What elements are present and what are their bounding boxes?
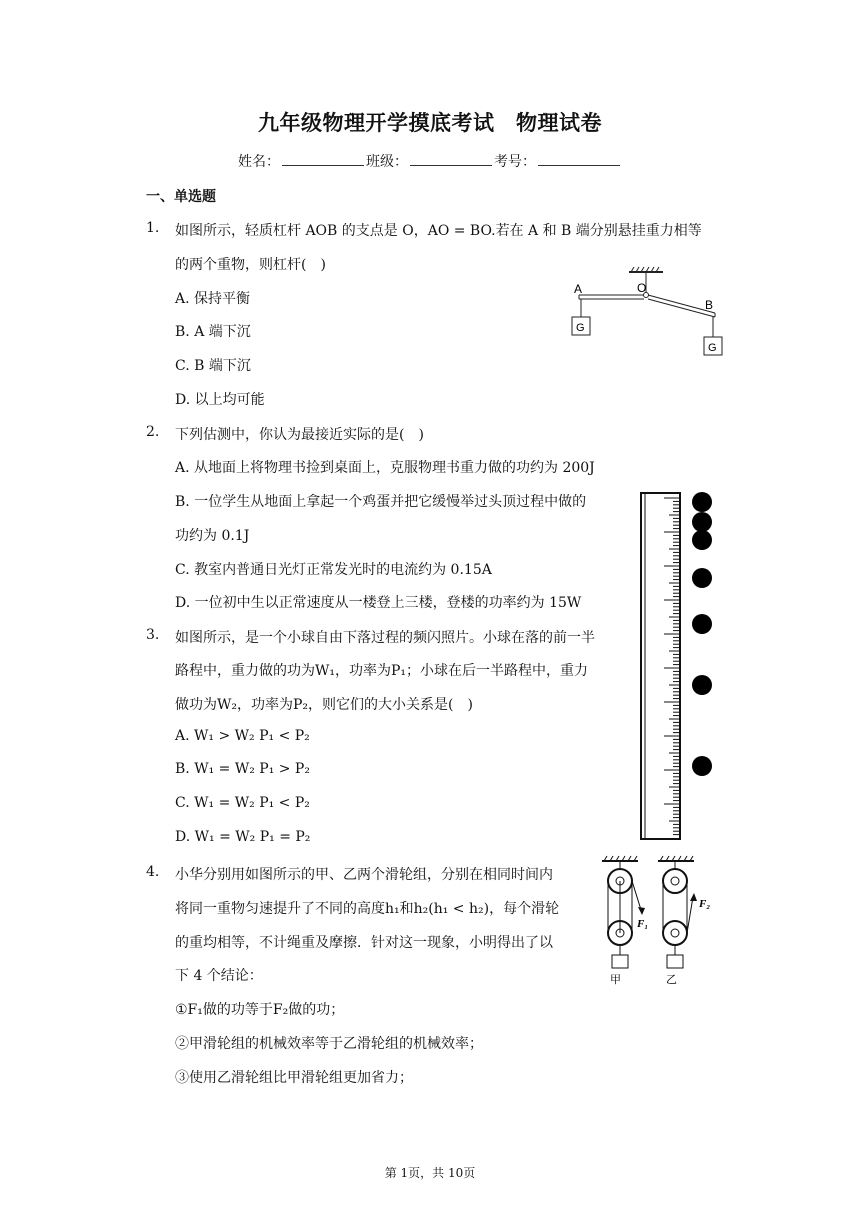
ball-3: [692, 530, 712, 550]
lever-label-b: B: [705, 298, 714, 312]
q1-option-d[interactable]: D. 以上均可能: [175, 392, 265, 408]
q3-number: 3.: [146, 627, 160, 643]
weight-label-left: G: [576, 322, 585, 334]
page-footer: 第 1页，共 10页: [384, 1166, 476, 1180]
class-blank[interactable]: [410, 153, 492, 166]
q1-option-b[interactable]: B. A 端下沉: [175, 324, 251, 340]
freefall-photo-figure: [640, 492, 720, 842]
lever-label-o: O: [637, 281, 647, 295]
q1-option-c[interactable]: C. B 端下沉: [175, 358, 251, 374]
q4-item-3: ③使用乙滑轮组比甲滑轮组更加省力；: [175, 1070, 413, 1086]
student-info-line: [0, 151, 860, 171]
q4-stem-line3: 的重均相等，不计绳重及摩擦．针对这一现象，小明得出了以: [175, 935, 553, 951]
q4-number: 4.: [146, 864, 160, 880]
force-label-f2: F₂: [699, 898, 711, 910]
q2-option-c[interactable]: C. 教室内普通日光灯正常发光时的电流约为 0.15A: [175, 562, 492, 578]
name-blank[interactable]: [282, 153, 364, 166]
q3-stem-line1: 如图所示，是一个小球自由下落过程的频闪照片。小球在落的前一半: [175, 630, 595, 646]
ball-1: [692, 492, 712, 512]
q4-item-1: ①F₁做的功等于F₂做的功；: [175, 1002, 345, 1018]
id-blank[interactable]: [538, 153, 620, 166]
ball-images: [692, 492, 712, 776]
lever-figure: [565, 265, 735, 360]
q2-option-b-cont: 功约为 0.1J: [175, 528, 250, 544]
q4-stem-line4: 下 4 个结论：: [175, 968, 263, 984]
q1-option-a[interactable]: A. 保持平衡: [175, 291, 251, 307]
section-title: 一、单选题: [146, 189, 216, 205]
ball-4: [692, 568, 712, 588]
q2-stem: 下列估测中，你认为最接近实际的是( ): [175, 427, 424, 443]
q1-number: 1.: [146, 220, 160, 236]
class-label: 班级：: [366, 154, 408, 170]
q3-stem-line2: 路程中，重力做的功为W₁，功率为P₁；小球在后一半路程中，重力: [175, 663, 589, 679]
ball-2: [692, 512, 712, 532]
q3-option-a[interactable]: A. W₁ > W₂ P₁ < P₂: [175, 728, 310, 744]
q1-stem-line1: 如图所示，轻质杠杆 AOB 的支点是 O，AO = BO.若在 A 和 B 端分别悬挂重力相等: [175, 223, 702, 239]
pulley-figure: [598, 855, 720, 987]
pulley-label-jia: 甲: [610, 973, 621, 986]
q3-option-d[interactable]: D. W₁ = W₂ P₁ = P₂: [175, 829, 311, 845]
pulley-label-yi: 乙: [666, 973, 677, 986]
ball-5: [692, 614, 712, 634]
q3-stem-line3: 做功为W₂，功率为P₂，则它们的大小关系是( ): [175, 697, 473, 713]
q3-option-b[interactable]: B. W₁ = W₂ P₁ > P₂: [175, 761, 310, 777]
lever-label-a: A: [574, 282, 583, 296]
q2-option-b[interactable]: B. 一位学生从地面上拿起一个鸡蛋并把它缓慢举过头顶过程中做的: [175, 494, 587, 510]
name-label: 姓名：: [238, 154, 280, 170]
q2-option-a[interactable]: A. 从地面上将物理书捡到桌面上，克服物理书重力做的功约为 200J: [175, 460, 595, 476]
q1-stem-line2: 的两个重物，则杠杆( ): [175, 257, 326, 273]
page-title: 九年级物理开学摸底考试 物理试卷: [258, 110, 602, 135]
ball-7: [692, 756, 712, 776]
weight-label-right: G: [708, 342, 717, 354]
q4-item-2: ②甲滑轮组的机械效率等于乙滑轮组的机械效率；: [175, 1036, 483, 1052]
force-label-f1: F₁: [637, 918, 649, 930]
ball-6: [692, 675, 712, 695]
q4-stem-line1: 小华分别用如图所示的甲、乙两个滑轮组，分别在相同时间内: [175, 867, 553, 883]
q4-stem-line2: 将同一重物匀速提升了不同的高度h₁和h₂(h₁ < h₂)，每个滑轮: [175, 901, 560, 917]
q3-option-c[interactable]: C. W₁ = W₂ P₁ < P₂: [175, 795, 310, 811]
id-label: 考号：: [494, 154, 536, 170]
q2-option-d[interactable]: D. 一位初中生以正常速度从一楼登上三楼，登楼的功率约为 15W: [175, 595, 582, 611]
q2-number: 2.: [146, 424, 160, 440]
